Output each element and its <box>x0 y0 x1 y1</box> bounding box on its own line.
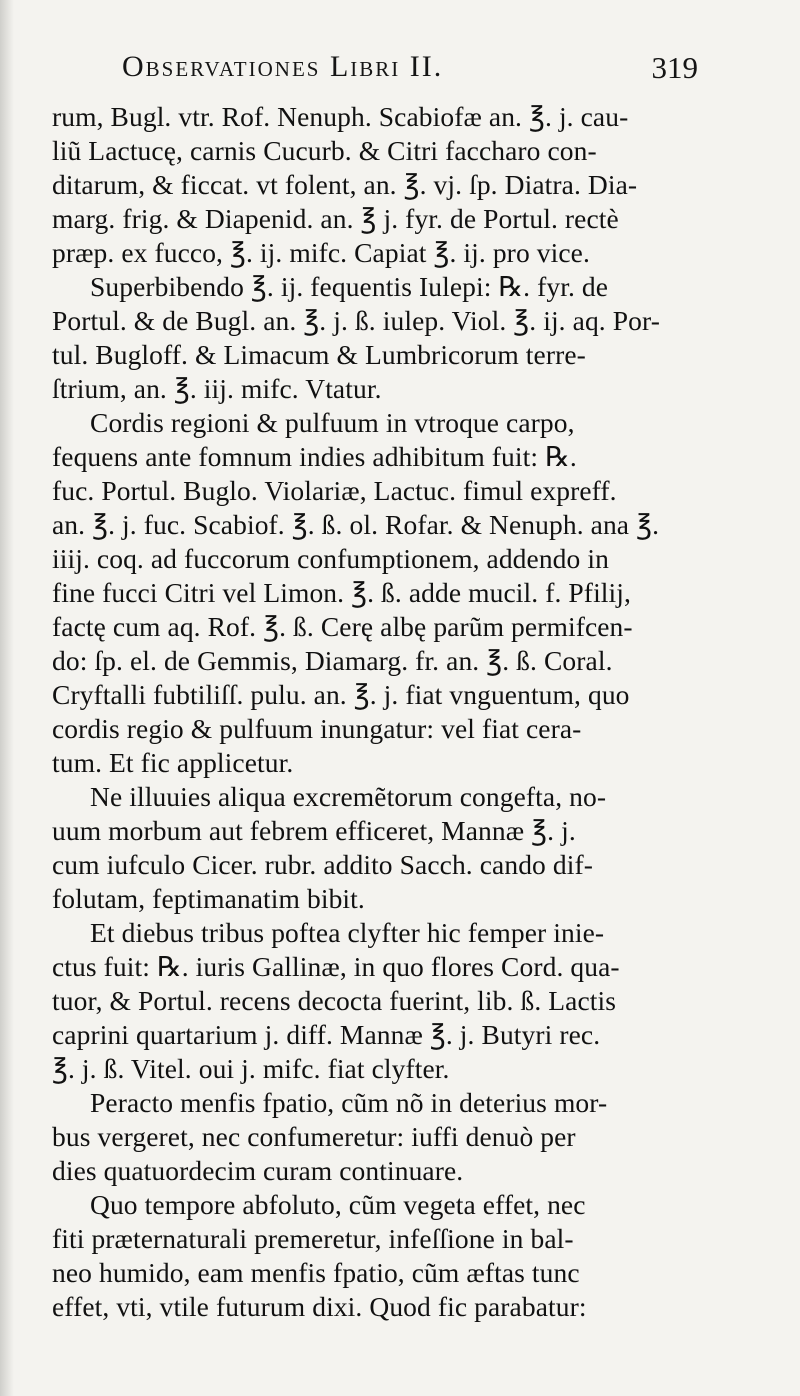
paragraph-start-line: Et diebus tribus poftea clyfter hic femper inie- <box>90 917 605 948</box>
text-line: fequens ante fomnum indies adhibitum fuit: ℞. <box>52 441 577 472</box>
text-line: effet, vti, vtile futurum dixi. Quod fic parabatur: <box>52 1291 587 1322</box>
text-line: caprini quartarium j. diff. Mannæ ℥. j. Butyri rec. <box>52 1019 601 1050</box>
page-edge-shadow <box>0 0 14 1396</box>
text-line: rum, Bugl. vtr. Rof. Nenuph. Scabiofæ an. ℥. j. cau- <box>52 101 629 132</box>
text-line: fiti præternaturali premeretur, infeſſione in bal- <box>52 1223 574 1254</box>
text-line: an. ℥. j. fuc. Scabiof. ℥. ß. ol. Rofar. & Nenuph. ana ℥. <box>52 509 660 540</box>
text-line: Cryftalli fubtiliſſ. pulu. an. ℥. j. fiat vnguentum, quo <box>52 679 630 710</box>
running-title: Observationes Libri II. <box>122 50 444 83</box>
text-line: marg. frig. & Diapenid. an. ℥ j. fyr. de Portul. rectè <box>52 203 619 234</box>
text-line: tuor, & Portul. recens decocta fuerint, lib. ß. Lactis <box>52 985 617 1016</box>
text-line: ℥. j. ß. Vitel. oui j. mifc. fiat clyfter. <box>52 1053 450 1084</box>
text-line: tul. Bugloff. & Limacum & Lumbricorum terre- <box>52 339 586 370</box>
text-line: cum iufculo Cicer. rubr. addito Sacch. cando dif- <box>52 849 593 880</box>
paragraph-start-line: Ne illuuies aliqua excremẽtorum congefta, no- <box>90 781 607 812</box>
text-line: dies quatuordecim curam continuare. <box>52 1155 464 1186</box>
text-line: folutam, feptimanatim bibit. <box>52 883 365 914</box>
text-line: liũ Lactucę, carnis Cucurb. & Citri faccharo con- <box>52 135 597 166</box>
paragraph-start-line: Peracto menfis fpatio, cũm nõ in deterius mor- <box>90 1087 608 1118</box>
text-line: cordis regio & pulfuum inungatur: vel fiat cera- <box>52 713 582 744</box>
text-line: iiij. coq. ad fuccorum confumptionem, addendo in <box>52 543 609 574</box>
paragraph-start-line: Cordis regioni & pulfuum in vtroque carpo, <box>90 407 575 438</box>
text-line: factę cum aq. Rof. ℥. ß. Cerę albę parũm permifcen- <box>52 611 633 642</box>
text-line: uum morbum aut febrem efficeret, Mannæ ℥. j. <box>52 815 576 846</box>
text-line: fine fucci Citri vel Limon. ℥. ß. adde mucil. f. Pfilij, <box>52 577 632 608</box>
text-line: bus vergeret, nec confumeretur: iuffi denuò per <box>52 1121 576 1152</box>
text-line: ctus fuit: ℞. iuris Gallinæ, in quo flores Cord. qua- <box>52 951 620 982</box>
text-line: do: ſp. el. de Gemmis, Diamarg. fr. an. ℥. ß. Coral. <box>52 645 613 676</box>
paragraph-start-line: Superbibendo ℥. ij. fequentis Iulepi: ℞. fyr. de <box>90 271 609 302</box>
text-line: fuc. Portul. Buglo. Violariæ, Lactuc. fimul expreff. <box>52 475 617 506</box>
body-text <box>52 100 702 1324</box>
text-line: ſtrium, an. ℥. iij. mifc. Vtatur. <box>52 373 382 404</box>
page-number: 319 <box>651 50 698 85</box>
text-line: ditarum, & ficcat. vt folent, an. ℥. vj. ſp. Diatra. Dia- <box>52 169 638 200</box>
text-line: tum. Et fic applicetur. <box>52 747 294 778</box>
bottom-margin <box>0 1336 800 1396</box>
page-header <box>92 50 702 100</box>
paragraph-start-line: Quo tempore abfoluto, cũm vegeta effet, nec <box>90 1189 586 1220</box>
text-line: præp. ex fucco, ℥. ij. mifc. Capiat ℥. ij. pro vice. <box>52 237 590 268</box>
text-line: neo humido, eam menfis fpatio, cũm æftas tunc <box>52 1257 580 1288</box>
text-line: Portul. & de Bugl. an. ℥. j. ß. iulep. Viol. ℥. ij. aq. Por- <box>52 305 660 336</box>
